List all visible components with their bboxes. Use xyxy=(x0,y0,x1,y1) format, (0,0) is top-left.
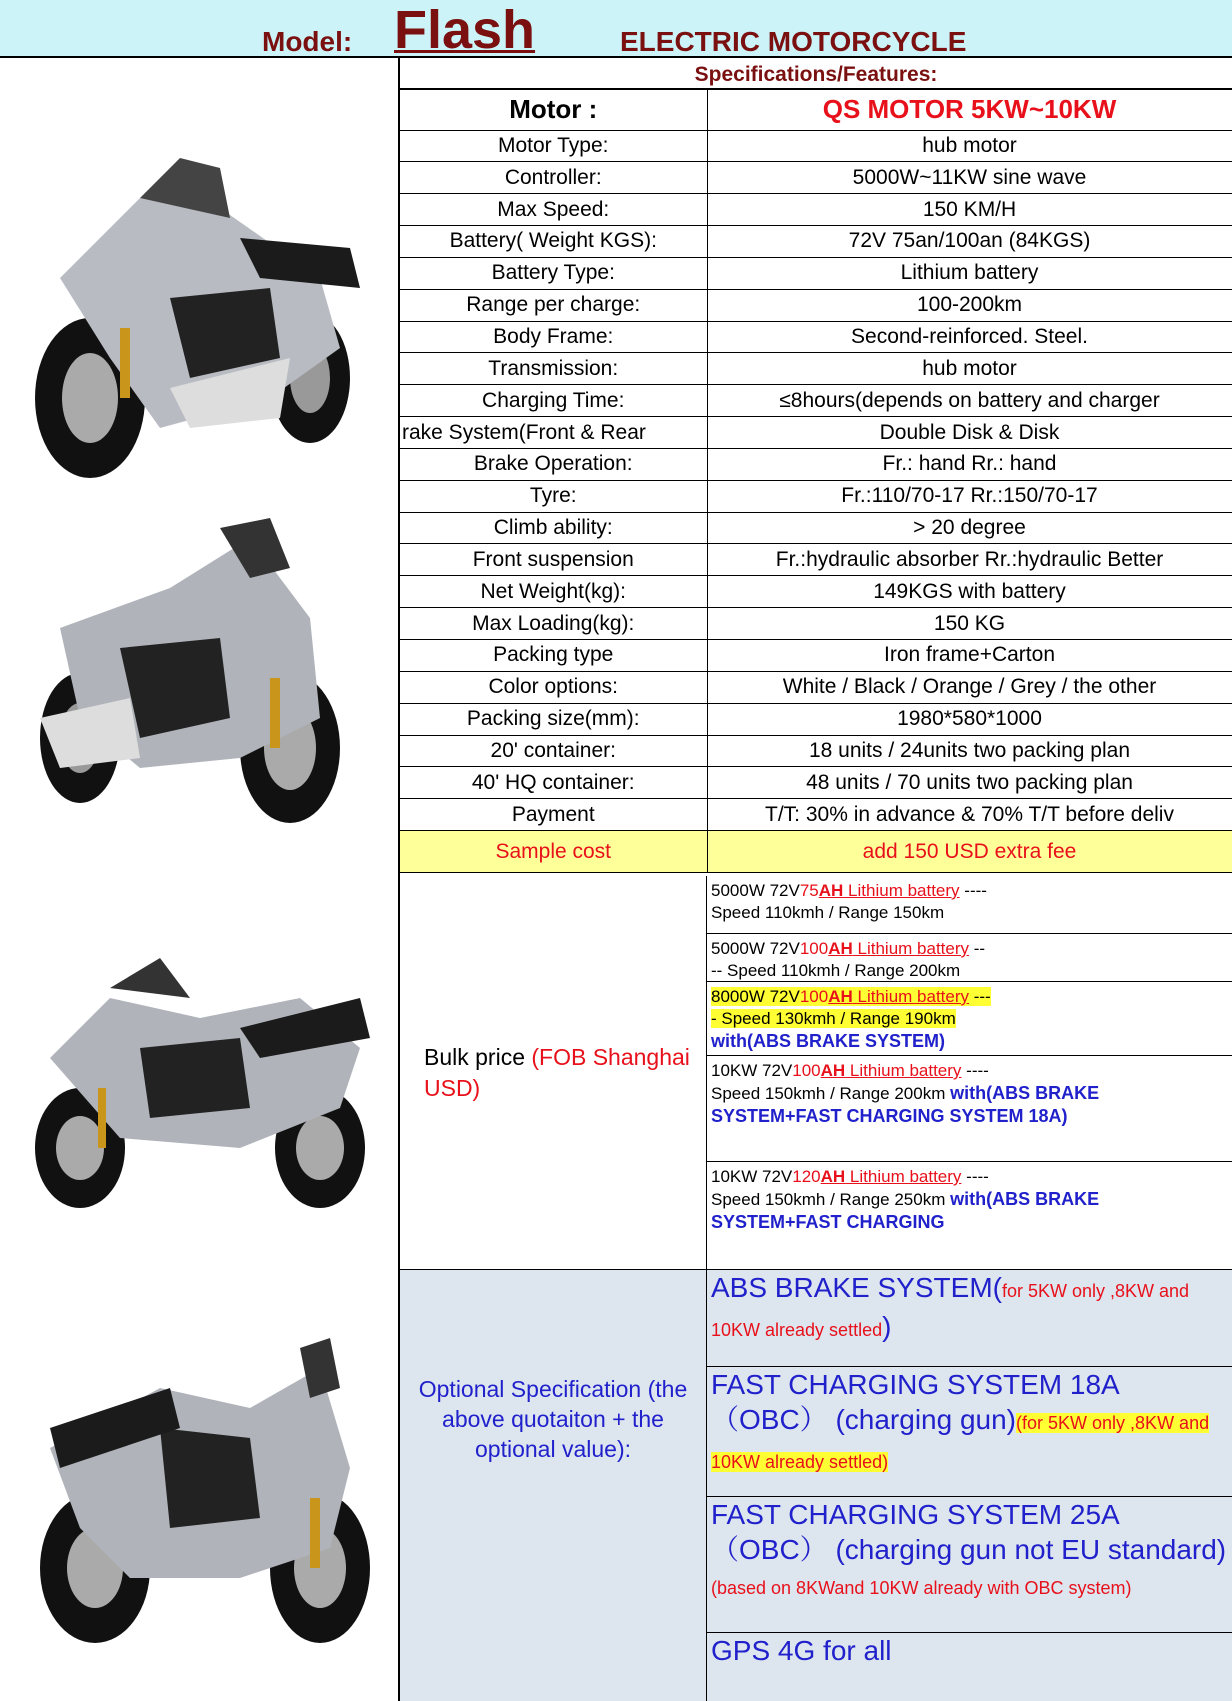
spec-value: Fr.: hand Rr.: hand xyxy=(707,448,1232,480)
spec-value: Fr.:110/70-17 Rr.:150/70-17 xyxy=(707,480,1232,512)
option-capacity: 100 xyxy=(799,987,829,1006)
spec-label: 20' container: xyxy=(400,735,707,767)
spec-label: Tyre: xyxy=(400,480,707,512)
option-capacity: 100 xyxy=(799,939,829,958)
spec-label: Climb ability: xyxy=(400,512,707,544)
optional-item xyxy=(707,1632,1232,1701)
spec-value: Double Disk & Disk xyxy=(707,417,1232,449)
table-row xyxy=(400,226,1232,258)
spec-value: 72V 75an/100an (84KGS) xyxy=(707,226,1232,258)
option-power: 10KW 72V xyxy=(711,1167,793,1186)
table-row xyxy=(400,640,1232,672)
option-power: 5000W 72V xyxy=(711,939,800,958)
table-row xyxy=(400,194,1232,226)
bulk-price-option xyxy=(707,876,1232,934)
table-row xyxy=(400,448,1232,480)
option-dash: --- xyxy=(969,987,991,1006)
spec-value: Second-reinforced. Steel. xyxy=(707,321,1232,353)
table-row xyxy=(400,671,1232,703)
spec-label: Packing size(mm): xyxy=(400,703,707,735)
optional-item-main: GPS 4G for all xyxy=(711,1635,892,1666)
table-row xyxy=(400,703,1232,735)
bulk-price-label-cell xyxy=(400,876,707,1270)
spec-label: Payment xyxy=(400,799,707,831)
spec-value: > 20 degree xyxy=(707,512,1232,544)
option-ah: AH xyxy=(828,939,853,958)
table-row xyxy=(400,576,1232,608)
spec-label: Controller: xyxy=(400,162,707,194)
spec-value: 18 units / 24units two packing plan xyxy=(707,735,1232,767)
option-ah: AH xyxy=(828,987,853,1006)
spec-value: T/T: 30% in advance & 70% T/T before deliv xyxy=(707,799,1232,831)
optional-item-main: ABS BRAKE SYSTEM( xyxy=(711,1272,1002,1303)
table-row xyxy=(400,512,1232,544)
spec-value: ≤8hours(depends on battery and charger xyxy=(707,385,1232,417)
spec-value: add 150 USD extra fee xyxy=(707,831,1232,873)
optional-item-note: for 5KW only ,8KW and 10KW already settled xyxy=(711,1281,1190,1340)
table-row-sample-cost xyxy=(400,831,1232,873)
option-speed-range: Speed 110kmh / Range 150km xyxy=(711,903,945,922)
optional-item-note: (for 5KW only ,8KW and 10KW already settled) xyxy=(711,1413,1210,1472)
optional-item xyxy=(707,1366,1232,1496)
spec-label: Motor Type: xyxy=(400,130,707,162)
spec-label: Charging Time: xyxy=(400,385,707,417)
spec-label: Body Frame: xyxy=(400,321,707,353)
spec-value: hub motor xyxy=(707,353,1232,385)
spec-value: 1980*580*1000 xyxy=(707,703,1232,735)
model-name: Flash xyxy=(394,0,536,60)
option-battery: Lithium battery xyxy=(843,881,960,900)
motorcycle-photo-rear-left xyxy=(20,1328,390,1668)
table-row xyxy=(400,353,1232,385)
option-battery: Lithium battery xyxy=(845,1061,962,1080)
option-speed-range: Speed 150kmh / Range 200km xyxy=(711,1084,951,1103)
table-row-motor xyxy=(400,90,1232,130)
option-capacity: 75 xyxy=(799,881,819,900)
spec-value: hub motor xyxy=(707,130,1232,162)
option-battery: Lithium battery xyxy=(852,987,970,1006)
table-row xyxy=(400,799,1232,831)
optional-item xyxy=(707,1496,1232,1632)
optional-item-close: ) xyxy=(882,1311,892,1342)
spec-value: 100-200km xyxy=(707,289,1232,321)
bulk-price-label xyxy=(424,1042,694,1104)
option-power: 8000W 72V xyxy=(711,987,800,1006)
spec-label: Color options: xyxy=(400,671,707,703)
option-power: 10KW 72V xyxy=(711,1061,793,1080)
spec-label: Range per charge: xyxy=(400,289,707,321)
spec-label: rake System(Front & Rear xyxy=(400,417,707,449)
option-speed-range: -- Speed 110kmh / Range 200km xyxy=(711,961,961,980)
option-capacity: 120 xyxy=(792,1167,821,1186)
optional-item xyxy=(707,1270,1232,1366)
bulk-price-option xyxy=(707,1162,1232,1270)
spec-label: 40' HQ container: xyxy=(400,767,707,799)
optional-item-main: FAST CHARGING SYSTEM 25A （OBC） (charging gun not EU standard) xyxy=(711,1499,1227,1565)
spec-value: 149KGS with battery xyxy=(707,576,1232,608)
option-extra: with(ABS BRAKE SYSTEM) xyxy=(711,1031,945,1051)
optional-item-main: FAST CHARGING SYSTEM 18A （OBC） (charging gun) xyxy=(711,1369,1119,1435)
spec-label: Front suspension xyxy=(400,544,707,576)
option-dash: ---- xyxy=(959,881,987,900)
spec-value: Iron frame+Carton xyxy=(707,640,1232,672)
table-row xyxy=(400,289,1232,321)
spec-label: Max Loading(kg): xyxy=(400,608,707,640)
bulk-price-section xyxy=(400,876,1232,1270)
motorcycle-photos xyxy=(0,58,400,1701)
option-speed-range: - Speed 130kmh / Range 190km xyxy=(711,1009,956,1028)
optional-label-cell xyxy=(400,1270,707,1701)
spec-label: Motor : xyxy=(400,90,707,130)
motorcycle-photo-front-right xyxy=(20,498,390,838)
table-row xyxy=(400,130,1232,162)
option-battery: Lithium battery xyxy=(845,1167,962,1186)
bulk-price-option xyxy=(707,934,1232,982)
table-row xyxy=(400,735,1232,767)
table-row xyxy=(400,162,1232,194)
table-row xyxy=(400,767,1232,799)
spec-label: Max Speed: xyxy=(400,194,707,226)
option-ah: AH xyxy=(820,1167,846,1186)
table-row xyxy=(400,385,1232,417)
model-type: ELECTRIC MOTORCYCLE xyxy=(620,26,967,57)
option-ah: AH xyxy=(818,881,844,900)
option-extra: with(ABS BRAKE SYSTEM+FAST CHARGING SYSTEM 18A) xyxy=(711,1083,1100,1126)
spec-label: Packing type xyxy=(400,640,707,672)
spec-value: 48 units / 70 units two packing plan xyxy=(707,767,1232,799)
bulk-price-label-text: Bulk price xyxy=(424,1044,532,1070)
optional-label: Optional Specification (the above quotaiton + the optional value): xyxy=(418,1376,688,1462)
optional-specification-section xyxy=(400,1270,1232,1701)
option-dash: ---- xyxy=(961,1167,989,1186)
table-row xyxy=(400,257,1232,289)
spec-label: Transmission: xyxy=(400,353,707,385)
spec-value: 150 KG xyxy=(707,608,1232,640)
table-row xyxy=(400,544,1232,576)
spec-label: Net Weight(kg): xyxy=(400,576,707,608)
spec-value: 5000W~11KW sine wave xyxy=(707,162,1232,194)
spec-value: Fr.:hydraulic absorber Rr.:hydraulic Better xyxy=(707,544,1232,576)
spec-value: White / Black / Orange / Grey / the other xyxy=(707,671,1232,703)
option-dash: ---- xyxy=(961,1061,989,1080)
specifications-title: Specifications/Features: xyxy=(400,58,1232,90)
option-capacity: 100 xyxy=(792,1061,821,1080)
spec-label: Brake Operation: xyxy=(400,448,707,480)
motorcycle-photo-side xyxy=(20,938,390,1238)
spec-label: Sample cost xyxy=(400,831,707,873)
option-dash: -- xyxy=(969,939,986,958)
table-row xyxy=(400,417,1232,449)
bulk-price-label-fob: (FOB Shanghai USD) xyxy=(424,1044,690,1101)
spec-value: QS MOTOR 5KW~10KW xyxy=(707,90,1232,130)
motorcycle-photo-front-left xyxy=(20,98,390,498)
option-power: 5000W 72V xyxy=(711,881,800,900)
option-battery: Lithium battery xyxy=(852,939,970,958)
option-extra: with(ABS BRAKE SYSTEM+FAST CHARGING xyxy=(711,1189,1100,1232)
bulk-price-option xyxy=(707,1056,1232,1162)
page-header xyxy=(0,0,1232,58)
spec-value: Lithium battery xyxy=(707,257,1232,289)
model-label: Model: xyxy=(262,26,353,57)
option-ah: AH xyxy=(820,1061,846,1080)
table-row xyxy=(400,608,1232,640)
bulk-price-option xyxy=(707,982,1232,1056)
table-row xyxy=(400,480,1232,512)
spec-label: Battery( Weight KGS): xyxy=(400,226,707,258)
optional-item-note: (based on 8KWand 10KW already with OBC system) xyxy=(711,1578,1132,1598)
option-speed-range: Speed 150kmh / Range 250km xyxy=(711,1190,951,1209)
spec-label: Battery Type: xyxy=(400,257,707,289)
specifications-table xyxy=(400,90,1232,873)
spec-value: 150 KM/H xyxy=(707,194,1232,226)
table-row xyxy=(400,321,1232,353)
